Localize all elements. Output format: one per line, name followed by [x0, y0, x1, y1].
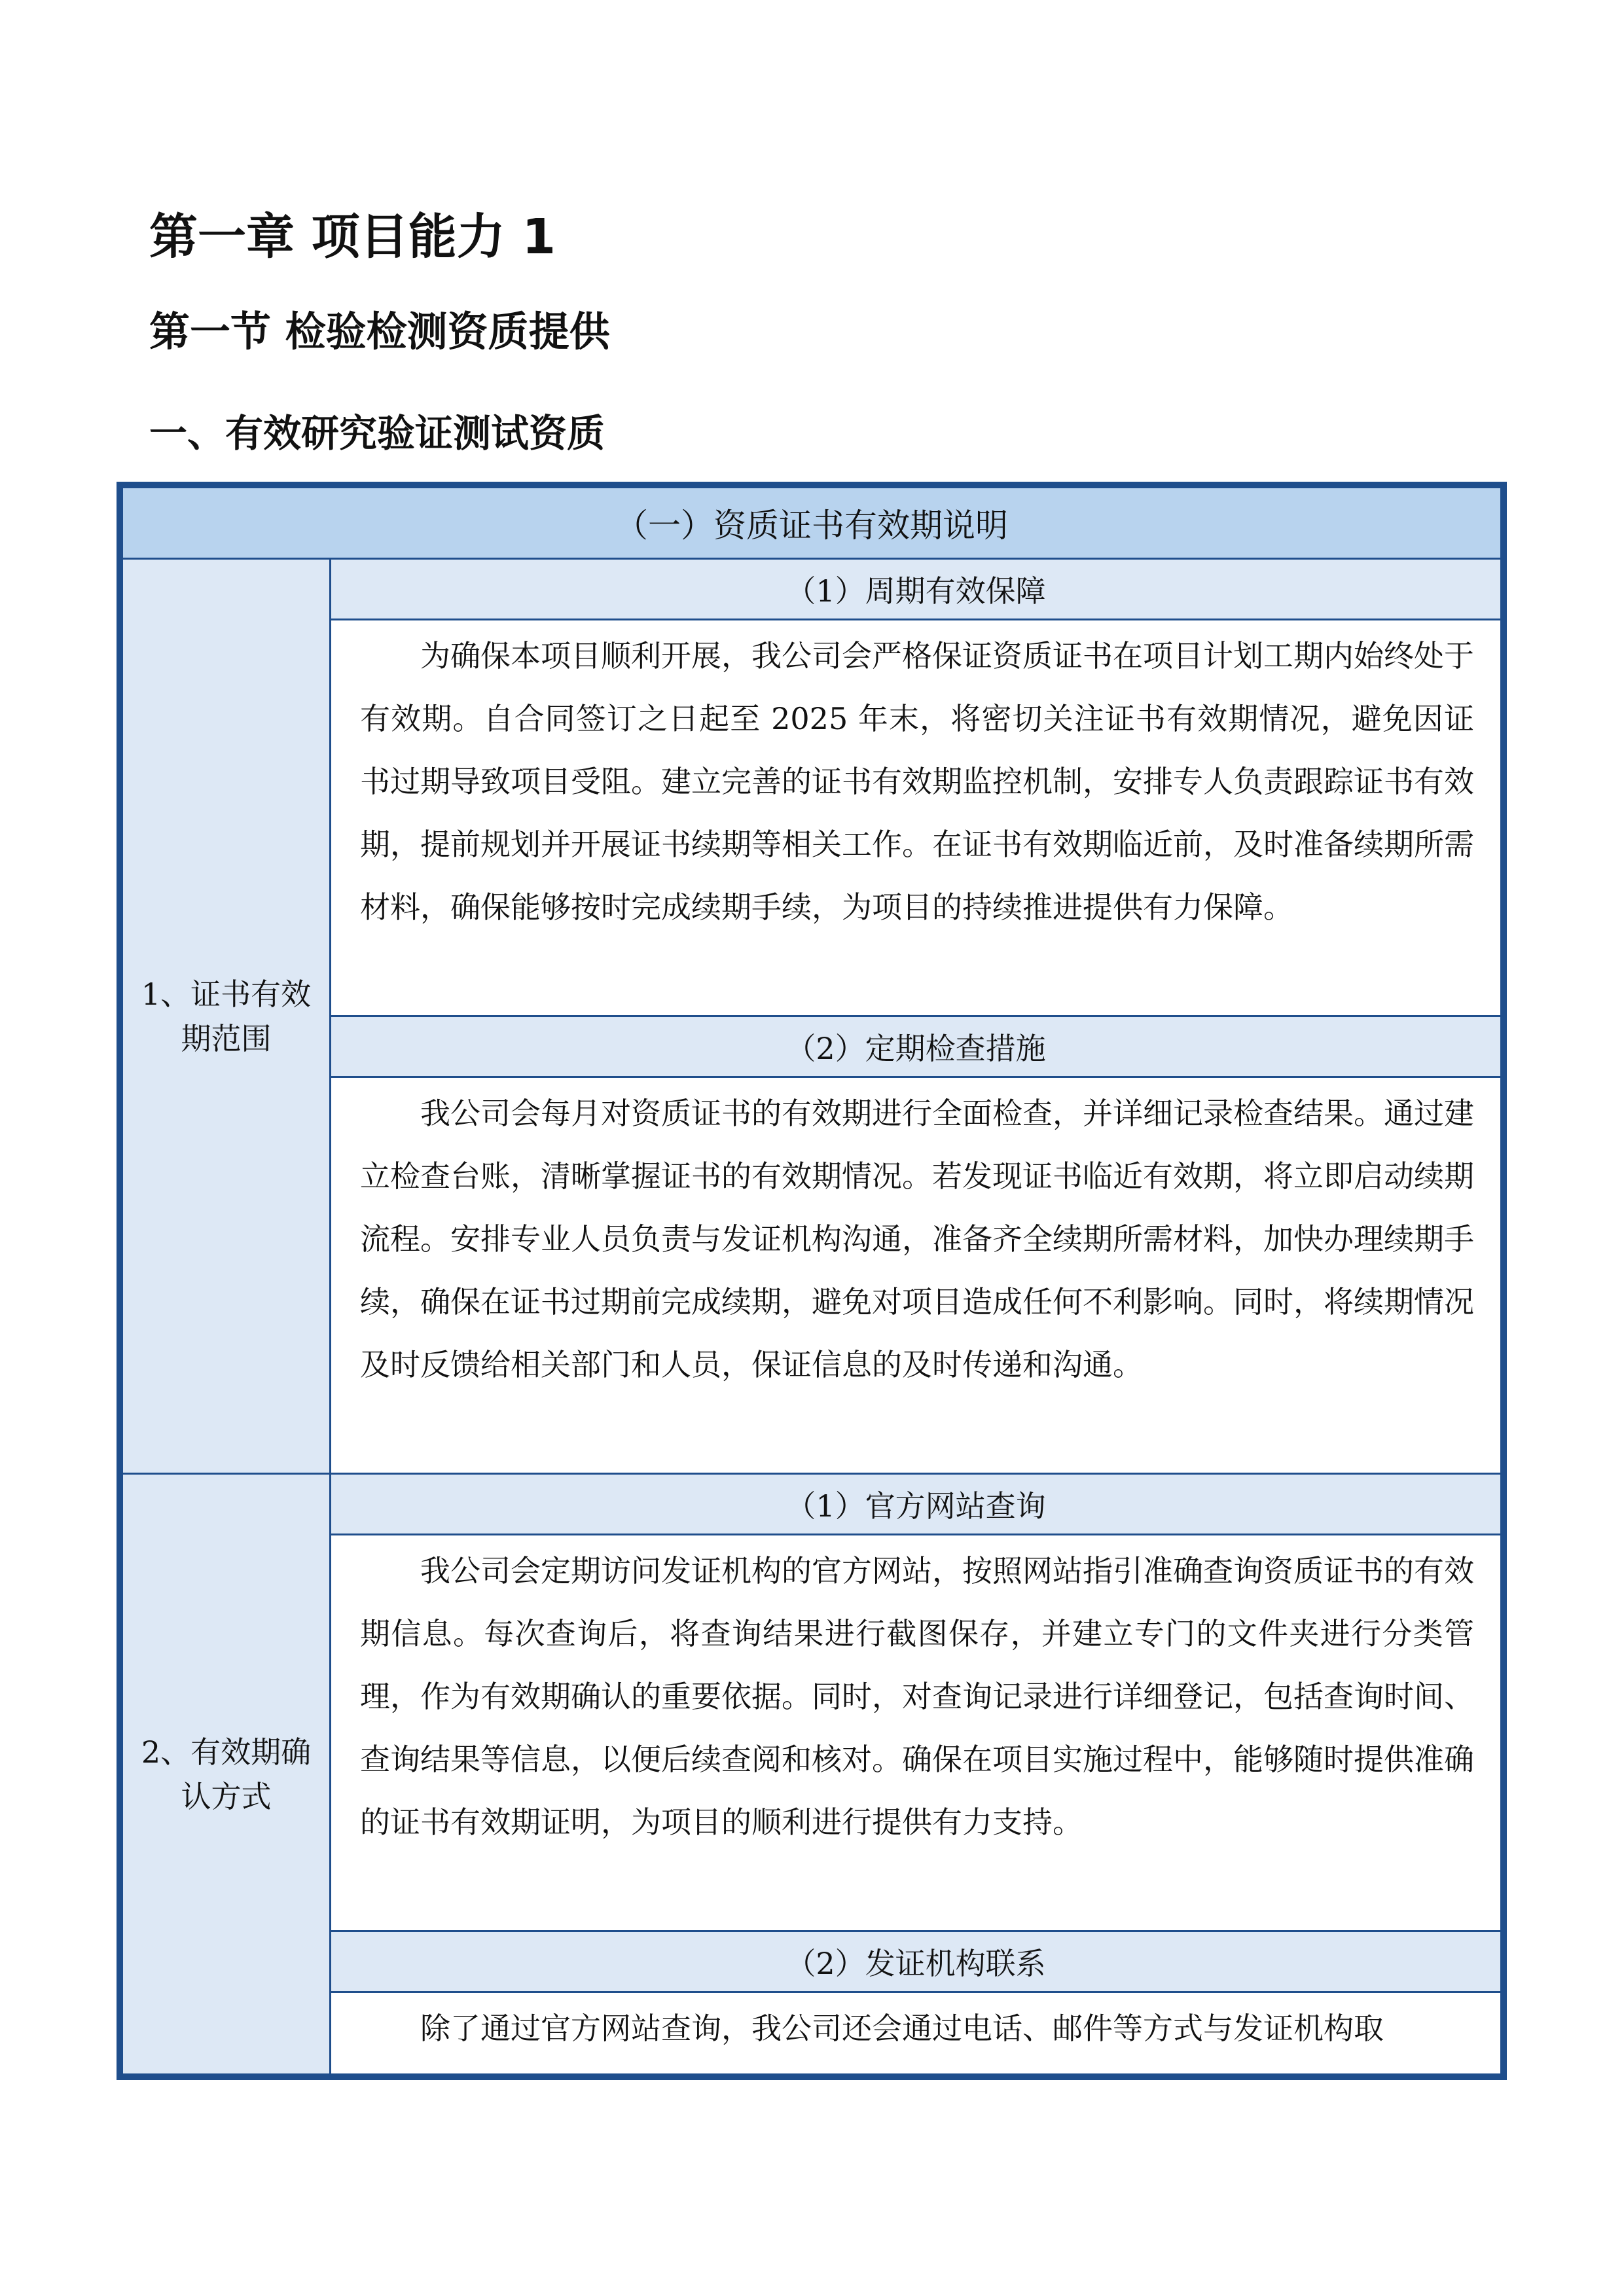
- table-title-row: [122, 488, 1502, 559]
- table-row: [122, 559, 1502, 620]
- section-heading: 第一节 检验检测资质提供: [149, 308, 610, 355]
- item-subtitle-1-2: （2）定期检查措施: [331, 1016, 1502, 1077]
- item-subtitle-1-1: （1）周期有效保障: [331, 559, 1502, 620]
- table-row: [122, 1474, 1502, 1535]
- subsection-heading: 一、有效研究验证测试资质: [149, 411, 605, 456]
- item-body-2-2: 除了通过官方网站查询，我公司还会通过电话、邮件等方式与发证机构取: [331, 1992, 1502, 2075]
- item-body-2-1: 我公司会定期访问发证机构的官方网站，按照网站指引准确查询资质证书的有效期信息。每次查询后，将查询结果进行截图保存，并建立专门的文件夹进行分类管理，作为有效期确认的重要依据。同时，对查询记录进行详细登记，包括查询时间、查询结果等信息，以便后续查阅和核对。确保在项目实施过程中，能够随时提供准确的证书有效期证明，为项目的顺利进行提供有力支持。: [331, 1535, 1502, 1931]
- group-label-2: [122, 1474, 331, 2075]
- item-subtitle-2-1: （1）官方网站查询: [331, 1474, 1502, 1535]
- group-label-text: 1、证书有效期范围: [141, 976, 312, 1056]
- item-body-1-1: 为确保本项目顺利开展，我公司会严格保证资质证书在项目计划工期内始终处于有效期。自合同签订之日起至 2025 年末，将密切关注证书有效期情况，避免因证书过期导致项目受阻。建立完善的证书有效期监控机制，安排专人负责跟踪证书有效期，提前规划并开展证书续期等相关工作。在证书有效期临近前，及时准备续期所需材料，确保能够按时完成续期手续，为项目的持续推进提供有力保障。: [331, 620, 1502, 1016]
- certificate-validity-table: [117, 482, 1507, 2080]
- item-subtitle-2-2: （2）发证机构联系: [331, 1931, 1502, 1992]
- table-title: （一）资质证书有效期说明: [122, 488, 1502, 559]
- validity-table: [121, 486, 1502, 2075]
- chapter-heading: 第一章 项目能力 1: [149, 209, 556, 265]
- item-body-1-2: 我公司会每月对资质证书的有效期进行全面检查，并详细记录检查结果。通过建立检查台账，清晰掌握证书的有效期情况。若发现证书临近有效期，将立即启动续期流程。安排专业人员负责与发证机构沟通，准备齐全续期所需材料，加快办理续期手续，确保在证书过期前完成续期，避免对项目造成任何不利影响。同时，将续期情况及时反馈给相关部门和人员，保证信息的及时传递和沟通。: [331, 1077, 1502, 1474]
- group-label-1: [122, 559, 331, 1474]
- group-label-text: 2、有效期确认方式: [141, 1734, 312, 1814]
